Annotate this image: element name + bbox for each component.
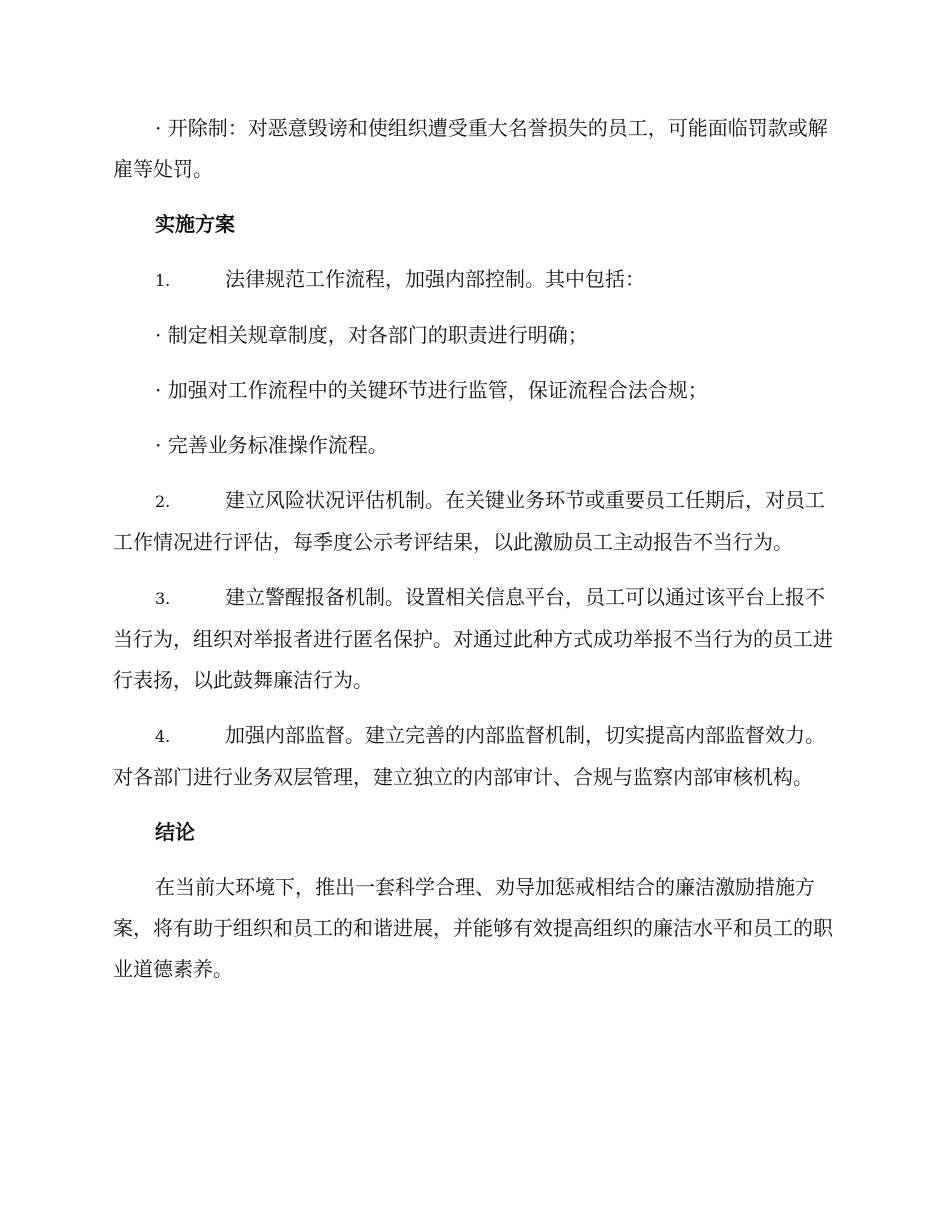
item-number: 2. — [155, 492, 171, 511]
sub-bullet: · 完善业务标准操作流程。 — [155, 433, 388, 457]
bullet-penalty: · 开除制：对恶意毁谤和使组织遭受重大名誉损失的员工，可能面临罚款或解雇等处罚。 — [113, 116, 828, 181]
item-text: 建立警醒报备机制。设置相关信息平台，员工可以通过该平台上报不当行为，组织对举报者进行匿名保护。对通过此种方式成功举报不当行为的员工进行表扬，以此鼓舞廉洁行为。 — [113, 585, 833, 692]
numbered-item-2 — [113, 480, 835, 563]
item-text: 建立风险状况评估机制。在关键业务环节或重要员工任期后，对员工工作情况进行评估，每季度公示考评结果，以此激励员工主动报告不当行为。 — [113, 488, 825, 554]
conclusion-paragraph: 在当前大环境下，推出一套科学合理、劝导加惩戒相结合的廉洁激励措施方案，将有助于组织和员工的和谐进展，并能够有效提高组织的廉洁水平和员工的职业道德素养。 — [113, 875, 833, 981]
item-text: 加强内部监督。建立完善的内部监督机制，切实提高内部监督效力。对各部门进行业务双层管理，建立独立的内部审计、合规与监察内部审核机构。 — [113, 723, 825, 789]
numbered-item-4 — [113, 715, 835, 798]
item-number: 4. — [155, 727, 171, 746]
sub-bullet: · 加强对工作流程中的关键环节进行监管，保证流程合法合规； — [155, 378, 708, 402]
section-heading-implementation: 实施方案 — [155, 212, 235, 236]
section-heading-conclusion: 结论 — [155, 820, 195, 844]
numbered-item-1 — [113, 259, 835, 301]
item-text: 法律规范工作流程，加强内部控制。其中包括： — [225, 267, 645, 291]
item-number: 1. — [155, 271, 171, 290]
sub-bullet: · 制定相关规章制度，对各部门的职责进行明确； — [155, 323, 588, 347]
document-body — [113, 108, 835, 1004]
numbered-item-3 — [113, 577, 835, 701]
item-number: 3. — [155, 589, 171, 608]
